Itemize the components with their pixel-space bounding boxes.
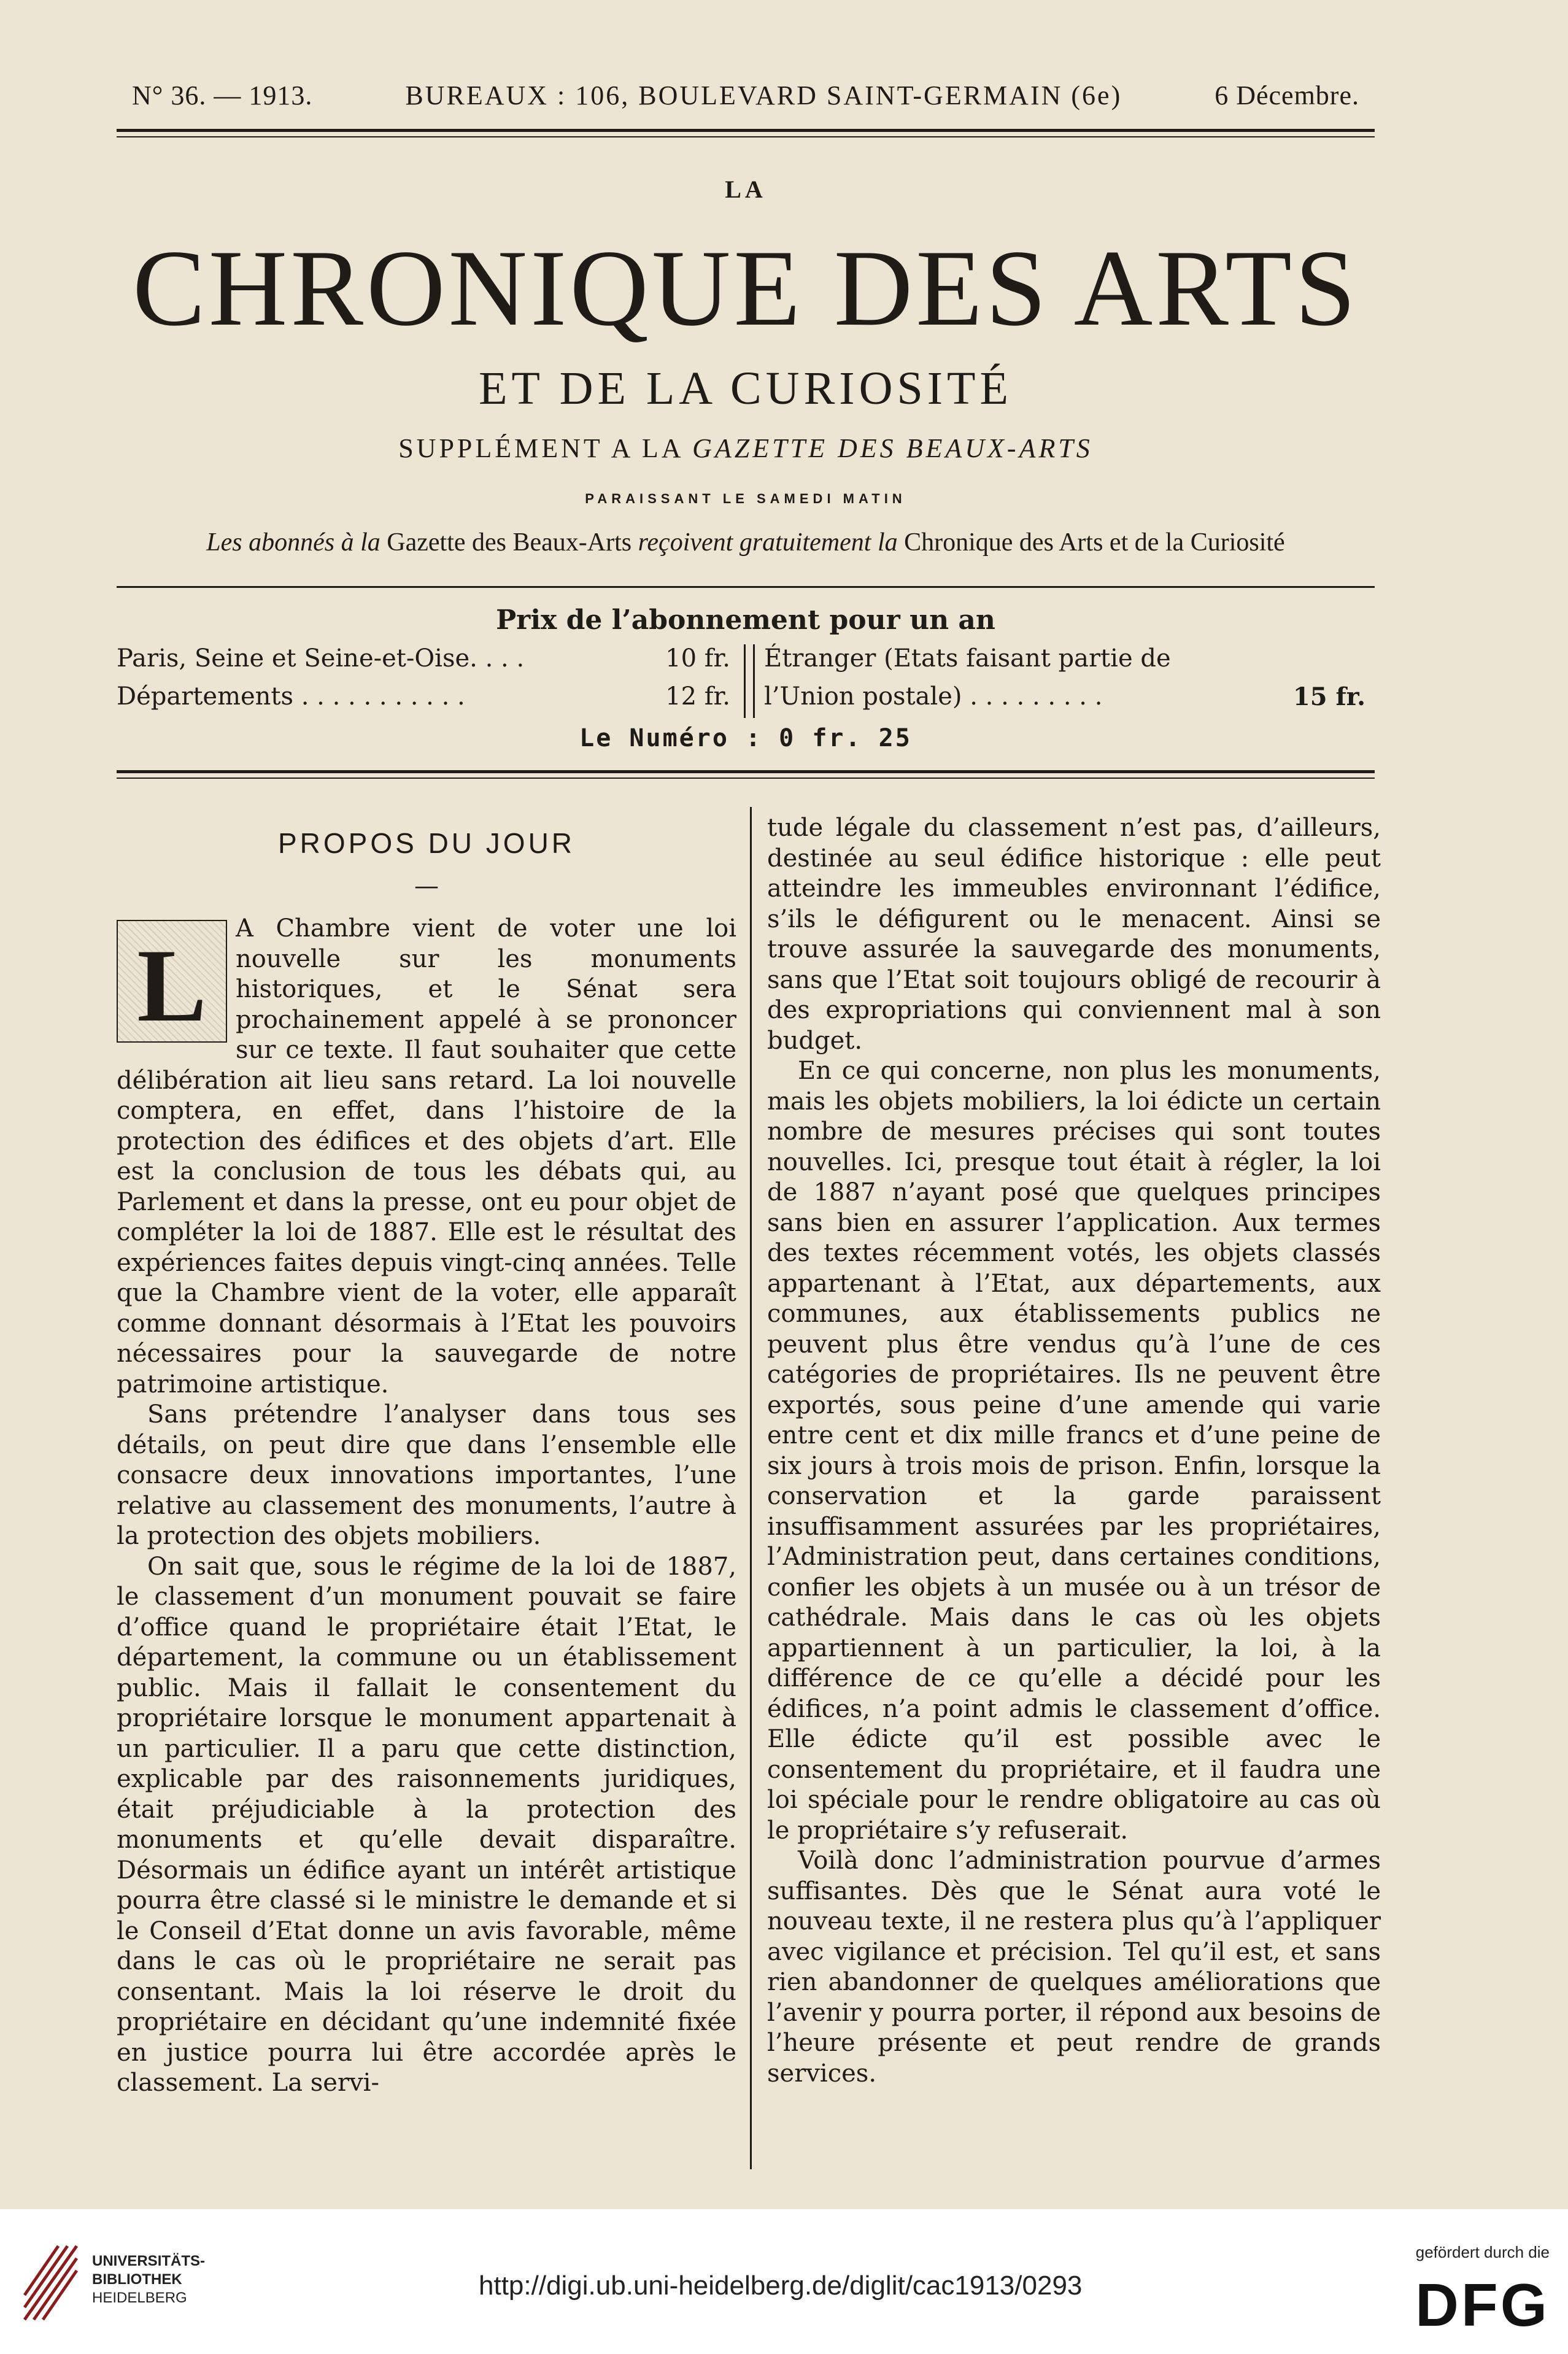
paragraph: On sait que, sous le régime de la loi de 1887, le classement d’un monument pouvait se faire d’office quand le propriétaire était l’Etat, le département, la commune ou un établissement public. Mais il fallait le consentement du propriétaire lorsque le monument appartenait à un particulier. Il a paru que cette distinction, explicable par des raisonnements juridiques, était préjudiciable à la protection des monuments et qu’elle devait disparaître. Désormais un édifice ayant un intérêt artistique pourra être classé si le ministre le demande et si le Conseil d’Etat donne un avis favorable, même dans le cas où le propriétaire ne serait pas consentant. Mais la loi réserve le droit du propriétaire en décidant qu’une indemnité fixée en justice pourra lui être accordée après le classement. La servi-: [117, 1552, 736, 2097]
issue-number: N° 36. — 1913.: [132, 80, 313, 110]
ornamental-initial: [117, 920, 227, 1043]
price-dept-value: 12 fr.: [665, 682, 730, 711]
issue-header: [132, 80, 1359, 111]
price-bottom-rule: [117, 770, 1375, 773]
masthead-subtitle: ET DE LA CURIOSITÉ: [479, 363, 1013, 414]
paragraph: tude légale du classement n’est pas, d’ailleurs, destinée au seul édifice historique : elle peut atteindre les immeubles environnant l’édifice, s’ils le défigurent ou le menacent. Ainsi se trouve assurée la sauvegarde des monuments, sans que l’Etat soit toujours obligé de recourir à des expropriations qui conviennent mal à son budget.: [767, 814, 1381, 1055]
subscribers-note-part4: Chronique des Arts et de la Curiosité: [904, 528, 1285, 557]
article-right-column: [767, 813, 1381, 2089]
office-address: BUREAUX : 106, BOULEVARD SAINT-GERMAIN (6e): [405, 80, 1122, 110]
paragraph: A Chambre vient de voter une loi nouvelle sur les monuments historiques, et le Sénat sera prochainement appelé à se prononcer sur ce texte. Il faut souhaiter que cette délibération ait lieu sans retard. La loi nouvelle comptera, en effet, dans l’histoire de la protection des édifices et des objets d’art. Elle est la conclusion de tous les débats qui, au Parlement et dans la presse, ont eu pour objet de compléter la loi de 1887. Elle est le résultat des expériences faites depuis vingt-cinq années. Telle que la Chambre vient de la voter, elle apparaît comme donnant désormais à l’Etat les pouvoirs nécessaires pour la sauvegarde de notre patrimoine artistique.: [117, 914, 736, 1399]
title-dash: —: [414, 871, 439, 900]
uni-line-2: BIBLIOTHEK: [92, 2271, 182, 2288]
masthead-title: CHRONIQUE DES ARTS: [133, 227, 1359, 349]
digitization-footer: [0, 2209, 1568, 2354]
single-issue-price: Le Numéro : 0 fr. 25: [579, 724, 912, 752]
supplement-prefix: SUPPLÉMENT A LA: [398, 433, 683, 463]
price-paris: [117, 644, 730, 673]
permalink-url[interactable]: http://digi.ub.uni-heidelberg.de/diglit/cac1913/0293: [479, 2271, 1083, 2301]
university-seal-icon: [18, 2240, 83, 2326]
article-title: PROPOS DU JOUR: [277, 827, 576, 859]
masthead-rule: [117, 586, 1375, 588]
subscribers-note-part3: reçoivent gratuitement la: [638, 528, 898, 557]
uni-line-3: HEIDELBERG: [92, 2290, 187, 2306]
subscription-title: Prix de l’abonnement pour un an: [496, 604, 995, 636]
price-etranger: [764, 682, 1365, 711]
dfg-caption: gefördert durch die: [1415, 2243, 1550, 2261]
price-divider: [744, 644, 755, 718]
paragraph: Voilà donc l’administration pourvue d’armes suffisantes. Dès que le Sénat aura voté le nouveau texte, il ne restera plus qu’à l’appliquer avec vigilance et précision. Tel qu’il est, et sans rien abandonner de quelques améliorations que l’avenir y pourra porter, il répond aux besoins de l’heure présente et peut rendre de grands services.: [767, 1847, 1381, 2088]
price-etranger-value: 15 fr.: [1292, 682, 1365, 711]
price-etranger-1: Étranger (Etats faisant partie de: [764, 644, 1171, 673]
supplement-line: [117, 433, 1375, 464]
price-paris-label: Paris, Seine et Seine-et-Oise. . . .: [117, 644, 525, 673]
masthead-article: LA: [725, 176, 767, 203]
university-library-name: [92, 2252, 205, 2307]
subscribers-note-part1: Les abonnés à la: [206, 528, 380, 557]
price-departements: [117, 682, 730, 711]
paragraph: Sans prétendre l’analyser dans tous ses détails, on peut dire que dans l’ensemble elle consacre deux innovations importantes, l’une relative au classement des monuments, l’autre à la protection des objets mobiliers.: [117, 1400, 736, 1550]
supplement-gazette: GAZETTE DES BEAUX-ARTS: [692, 433, 1093, 463]
price-etranger-label: l’Union postale) . . . . . . . . .: [764, 682, 1103, 711]
issue-date: 6 Décembre.: [1215, 80, 1359, 110]
publication-schedule: PARAISSANT LE SAMEDI MATIN: [585, 491, 906, 506]
column-divider: [750, 807, 752, 2169]
price-paris-value: 10 fr.: [665, 644, 730, 673]
ornamental-initial-letter: L: [137, 928, 207, 1043]
subscribers-note-part2: Gazette des Beaux-Arts: [387, 528, 632, 557]
subscribers-note: [117, 528, 1375, 557]
price-dept-label: Départements . . . . . . . . . . .: [117, 682, 465, 711]
dfg-logo: DFG: [1415, 2271, 1550, 2339]
article-left-column: [117, 813, 736, 2099]
uni-line-1: UNIVERSITÄTS-: [92, 2253, 206, 2269]
paragraph: En ce qui concerne, non plus les monuments, mais les objets mobiliers, la loi édicte un certain nombre de mesures précises qui sont toutes nouvelles. Ici, presque tout était à régler, la loi de 1887 n’ayant posé que quelques principes sans bien en assurer l’application. Aux termes des textes récemment votés, les objets classés appartenant à l’Etat, aux départements, aux communes, aux établissements publics ne peuvent plus être vendus qu’à l’une de ces catégories de propriétaires. Ils ne peuvent être exportés, sous peine d’une amende qui varie entre cent et dix mille francs et d’une peine de six jours à trois mois de prison. Enfin, lorsque la conservation et la garde paraissent insuffisamment assurées par les propriétaires, l’Administration peut, dans certaines conditions, confier les objets à un musée ou à un trésor de cathédrale. Mais dans le cas où les objets appartiennent à un particulier, la loi, à la différence de ce qu’elle a décidé pour les édifices, n’a point admis le classement d’office. Elle édicte qu’il est possible avec le consentement du propriétaire, et il faudra une loi spéciale pour le rendre obligatoire au cas où le propriétaire s’y refuserait.: [767, 1057, 1381, 1845]
header-rule: [117, 129, 1375, 132]
